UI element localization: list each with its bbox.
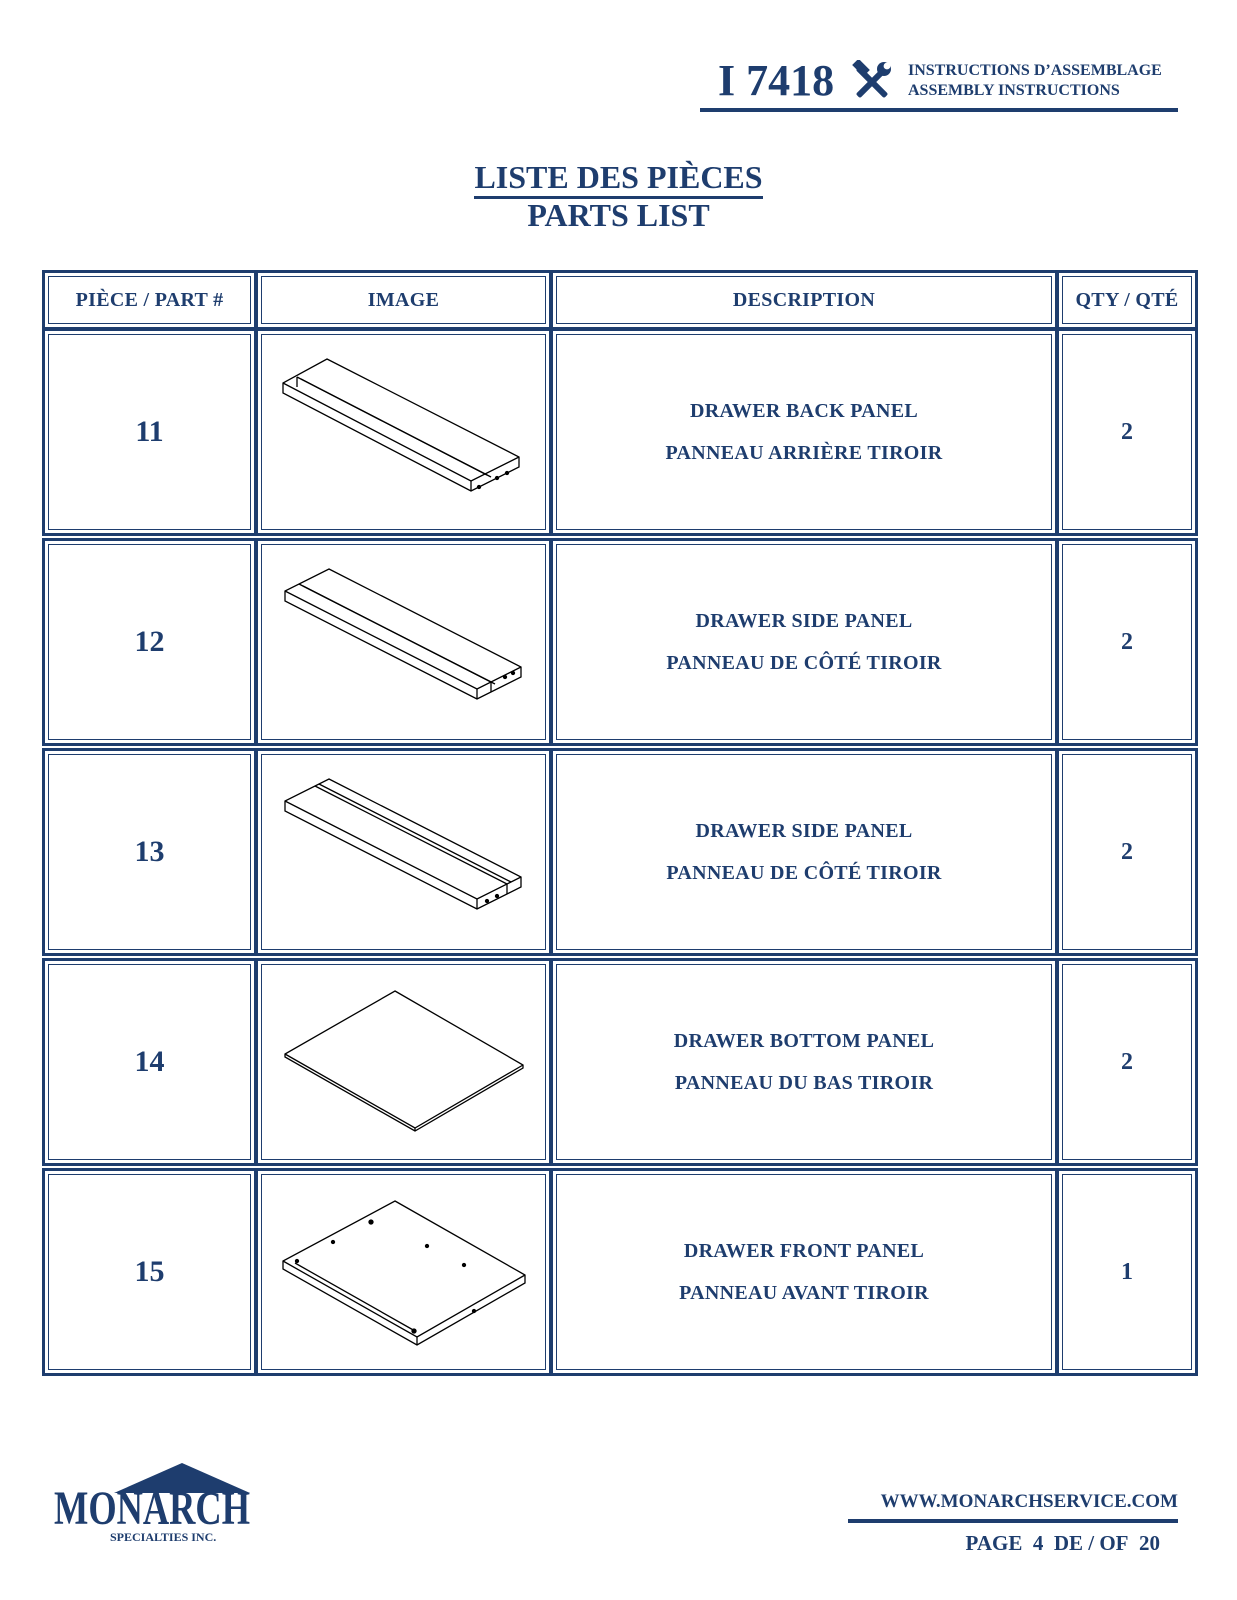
- description-en: DRAWER SIDE PANEL: [695, 610, 913, 632]
- column-header-qty: QTY / QTÉ: [1056, 270, 1198, 330]
- description-en: DRAWER BACK PANEL: [689, 400, 919, 422]
- part-description: [550, 1168, 1058, 1376]
- page-number: 4: [1032, 1531, 1044, 1555]
- hammer-wrench-icon: [850, 60, 894, 104]
- part-quantity: 1: [1056, 1168, 1198, 1376]
- drawer-bottom-panel-drawing: [269, 967, 539, 1157]
- description-en: DRAWER BOTTOM PANEL: [673, 1030, 935, 1052]
- part-image-cell: [255, 328, 552, 536]
- website-link[interactable]: WWW.MONARCHSERVICE.COM: [880, 1491, 1178, 1512]
- part-quantity: 2: [1056, 328, 1198, 536]
- svg-text:MONARCH: MONARCH: [54, 1482, 250, 1535]
- monarch-logo: [52, 1463, 252, 1543]
- drawer-back-panel-drawing: [269, 337, 539, 527]
- header-subtitle-en: ASSEMBLY INSTRUCTIONS: [908, 82, 1120, 99]
- model-number: I 7418: [718, 56, 835, 105]
- description-fr: PANNEAU AVANT TIROIR: [679, 1282, 929, 1304]
- page-title-en: PARTS LIST: [527, 197, 710, 233]
- part-number: 13: [42, 748, 257, 956]
- footer-divider: [848, 1519, 1178, 1523]
- drawer-side-panel-drawing: [269, 757, 539, 947]
- part-number: 14: [42, 958, 257, 1166]
- column-header-description: DESCRIPTION: [550, 270, 1058, 330]
- part-description: [550, 538, 1058, 746]
- part-description: [550, 958, 1058, 1166]
- description-fr: PANNEAU ARRIÈRE TIROIR: [665, 442, 943, 464]
- page-of-label: DE / OF: [1053, 1531, 1129, 1555]
- part-number: 12: [42, 538, 257, 746]
- part-quantity: 2: [1056, 958, 1198, 1166]
- description-en: DRAWER FRONT PANEL: [683, 1240, 925, 1262]
- drawer-side-panel-drawing: [269, 547, 539, 737]
- description-en: DRAWER SIDE PANEL: [695, 820, 913, 842]
- header-divider: [700, 108, 1178, 112]
- part-quantity: 2: [1056, 748, 1198, 956]
- column-header-image: IMAGE: [255, 270, 552, 330]
- part-number: 11: [42, 328, 257, 536]
- column-header-part: PIÈCE / PART #: [42, 270, 257, 330]
- description-fr: PANNEAU DU BAS TIROIR: [674, 1072, 934, 1094]
- description-fr: PANNEAU DE CÔTÉ TIROIR: [666, 862, 942, 884]
- part-number: 15: [42, 1168, 257, 1376]
- part-image-cell: [255, 538, 552, 746]
- part-description: [550, 748, 1058, 956]
- part-description: [550, 328, 1058, 536]
- part-image-cell: [255, 958, 552, 1166]
- page-title-fr-text: LISTE DES PIÈCES: [474, 159, 762, 199]
- part-image-cell: [255, 1168, 552, 1376]
- header-subtitle-fr: INSTRUCTIONS D’ASSEMBLAGE: [908, 62, 1162, 79]
- part-image-cell: [255, 748, 552, 956]
- svg-text:SPECIALTIES INC.: SPECIALTIES INC.: [110, 1530, 217, 1543]
- page-title-fr: [0, 158, 1237, 196]
- drawer-front-panel-drawing: [269, 1177, 539, 1367]
- page-total: 20: [1139, 1531, 1160, 1555]
- part-quantity: 2: [1056, 538, 1198, 746]
- page-label: PAGE: [965, 1531, 1023, 1555]
- description-fr: PANNEAU DE CÔTÉ TIROIR: [666, 652, 942, 674]
- page-indicator: [848, 1531, 1160, 1556]
